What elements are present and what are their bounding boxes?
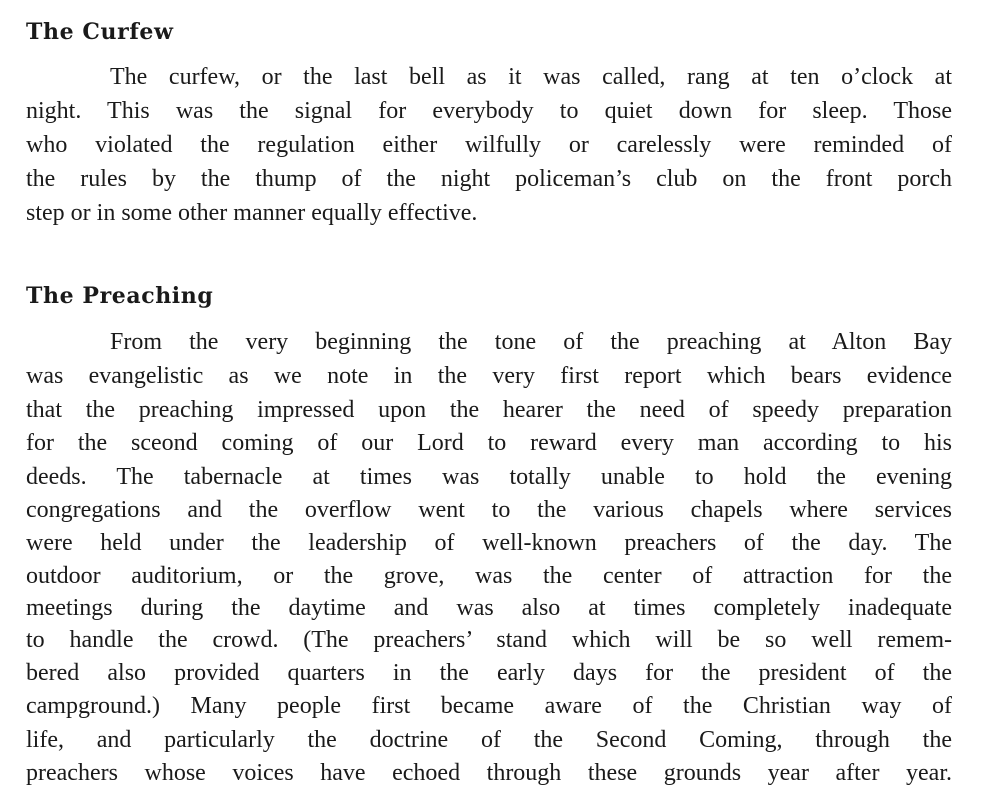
text-line: deeds. The tabernacle at times was totally unable to hold the evening bbox=[26, 464, 952, 490]
section-heading-curfew: The Curfew bbox=[26, 19, 174, 45]
text-line: outdoor auditorium, or the grove, was the center of attraction for the bbox=[26, 563, 952, 589]
text-line: bered also provided quarters in the early days for the president of the bbox=[26, 660, 952, 686]
text-line: preachers whose voices have echoed through these grounds year after year. bbox=[26, 760, 952, 786]
text-line: were held under the leadership of well-known preachers of the day. The bbox=[26, 530, 952, 556]
text-line: The curfew, or the last bell as it was called, rang at ten o’clock at bbox=[110, 64, 952, 90]
text-line: who violated the regulation either wilfully or carelessly were reminded of bbox=[26, 132, 952, 158]
text-line: that the preaching impressed upon the hearer the need of speedy preparation bbox=[26, 397, 952, 423]
text-line: congregations and the overflow went to the various chapels where services bbox=[26, 497, 952, 523]
text-line: step or in some other manner equally effective. bbox=[26, 200, 478, 226]
text-line: was evangelistic as we note in the very first report which bears evidence bbox=[26, 363, 952, 389]
text-line: From the very beginning the tone of the preaching at Alton Bay bbox=[110, 329, 952, 355]
text-line: to handle the crowd. (The preachers’ stand which will be so well remem- bbox=[26, 627, 952, 653]
text-line: campground.) Many people first became aware of the Christian way of bbox=[26, 693, 952, 719]
section-heading-preaching: The Preaching bbox=[26, 283, 214, 309]
text-line: for the sceond coming of our Lord to reward every man according to his bbox=[26, 430, 952, 456]
text-line: the rules by the thump of the night policeman’s club on the front porch bbox=[26, 166, 952, 192]
text-line: meetings during the daytime and was also at times completely inadequate bbox=[26, 595, 952, 621]
text-line: night. This was the signal for everybody to quiet down for sleep. Those bbox=[26, 98, 952, 124]
text-line: life, and particularly the doctrine of the Second Coming, through the bbox=[26, 727, 952, 753]
